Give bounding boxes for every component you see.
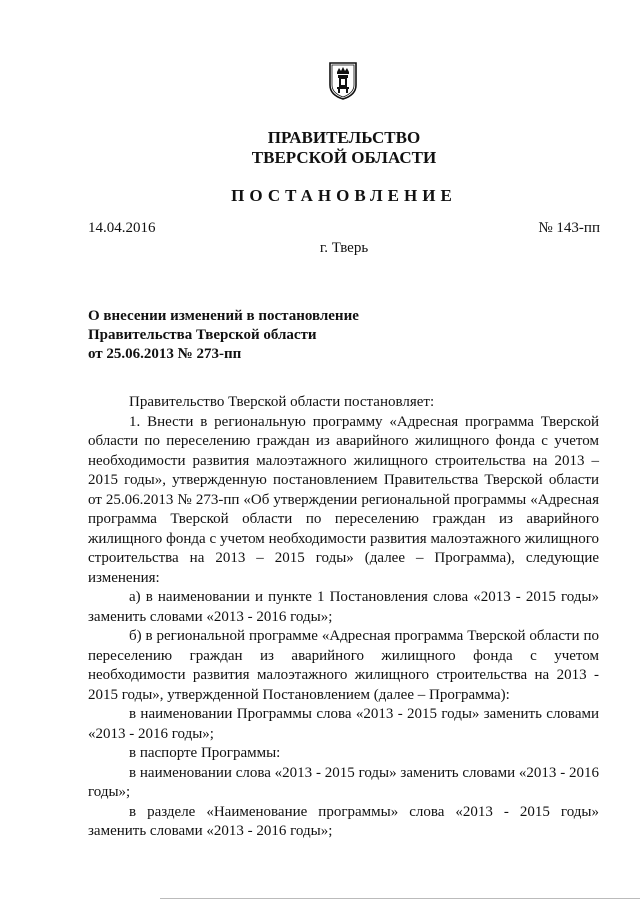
government-title-line2: ТВЕРСКОЙ ОБЛАСТИ [251, 148, 437, 167]
document-date: 14.04.2016 [88, 220, 156, 236]
document-city: г. Тверь [319, 240, 369, 256]
document-subject [88, 307, 408, 364]
document-number: № 143-пп [538, 220, 600, 236]
document-type: ПОСТАНОВЛЕНИЕ [231, 186, 457, 205]
body-paragraph: Правительство Тверской области постановляет: [129, 394, 435, 410]
coat-of-arms-icon [327, 60, 359, 100]
government-title-line1: ПРАВИТЕЛЬСТВО [267, 128, 421, 147]
body-paragraph: в наименовании слова «2013 - 2015 годы» заменить словами «2013 - 2016 годы»; [88, 764, 599, 800]
body-paragraph: в паспорте Программы: [129, 745, 281, 761]
body-paragraph: а) в наименовании и пункте 1 Постановления слова «2013 - 2015 годы» заменить словами «2013 - 2016 годы»; [88, 589, 599, 625]
body-paragraph: в наименовании Программы слова «2013 - 2015 годы» заменить словами «2013 - 2016 годы»; [88, 706, 599, 742]
subject-line: от 25.06.2013 № 273-пп [88, 346, 242, 362]
scan-edge-line [160, 898, 640, 899]
body-paragraph: б) в региональной программе «Адресная программа Тверской области по переселению граждан из аварийного жилищного фонда с учетом необходимости развития малоэтажного жилищного строительства на 2013 - 2015 годы», утвержденной Постановлением (далее – Программа): [88, 628, 599, 703]
subject-line: Правительства Тверской области [88, 327, 317, 343]
body-paragraph: 1. Внести в региональную программу «Адресная программа Тверской области по переселению граждан из аварийного жилищного фонда с учетом необходимости развития малоэтажного жилищного строительства на 2013 – 2015 годы», утвержденную постановлением Правительства Тверской области от 25.06.2013 № 273-пп «Об утверждении региональной программы «Адресная программа Тверской области по переселению граждан из аварийного жилищного фонда с учетом необходимости развития малоэтажного жилищного строительства на 2013 – 2015 годы» (далее – Программа), следующие изменения: [88, 413, 599, 586]
body-paragraph: в разделе «Наименование программы» слова «2013 - 2015 годы» заменить словами «2013 - 2016 годы»; [88, 803, 599, 839]
subject-line: О внесении изменений в постановление [88, 308, 359, 324]
document-body [88, 393, 599, 842]
